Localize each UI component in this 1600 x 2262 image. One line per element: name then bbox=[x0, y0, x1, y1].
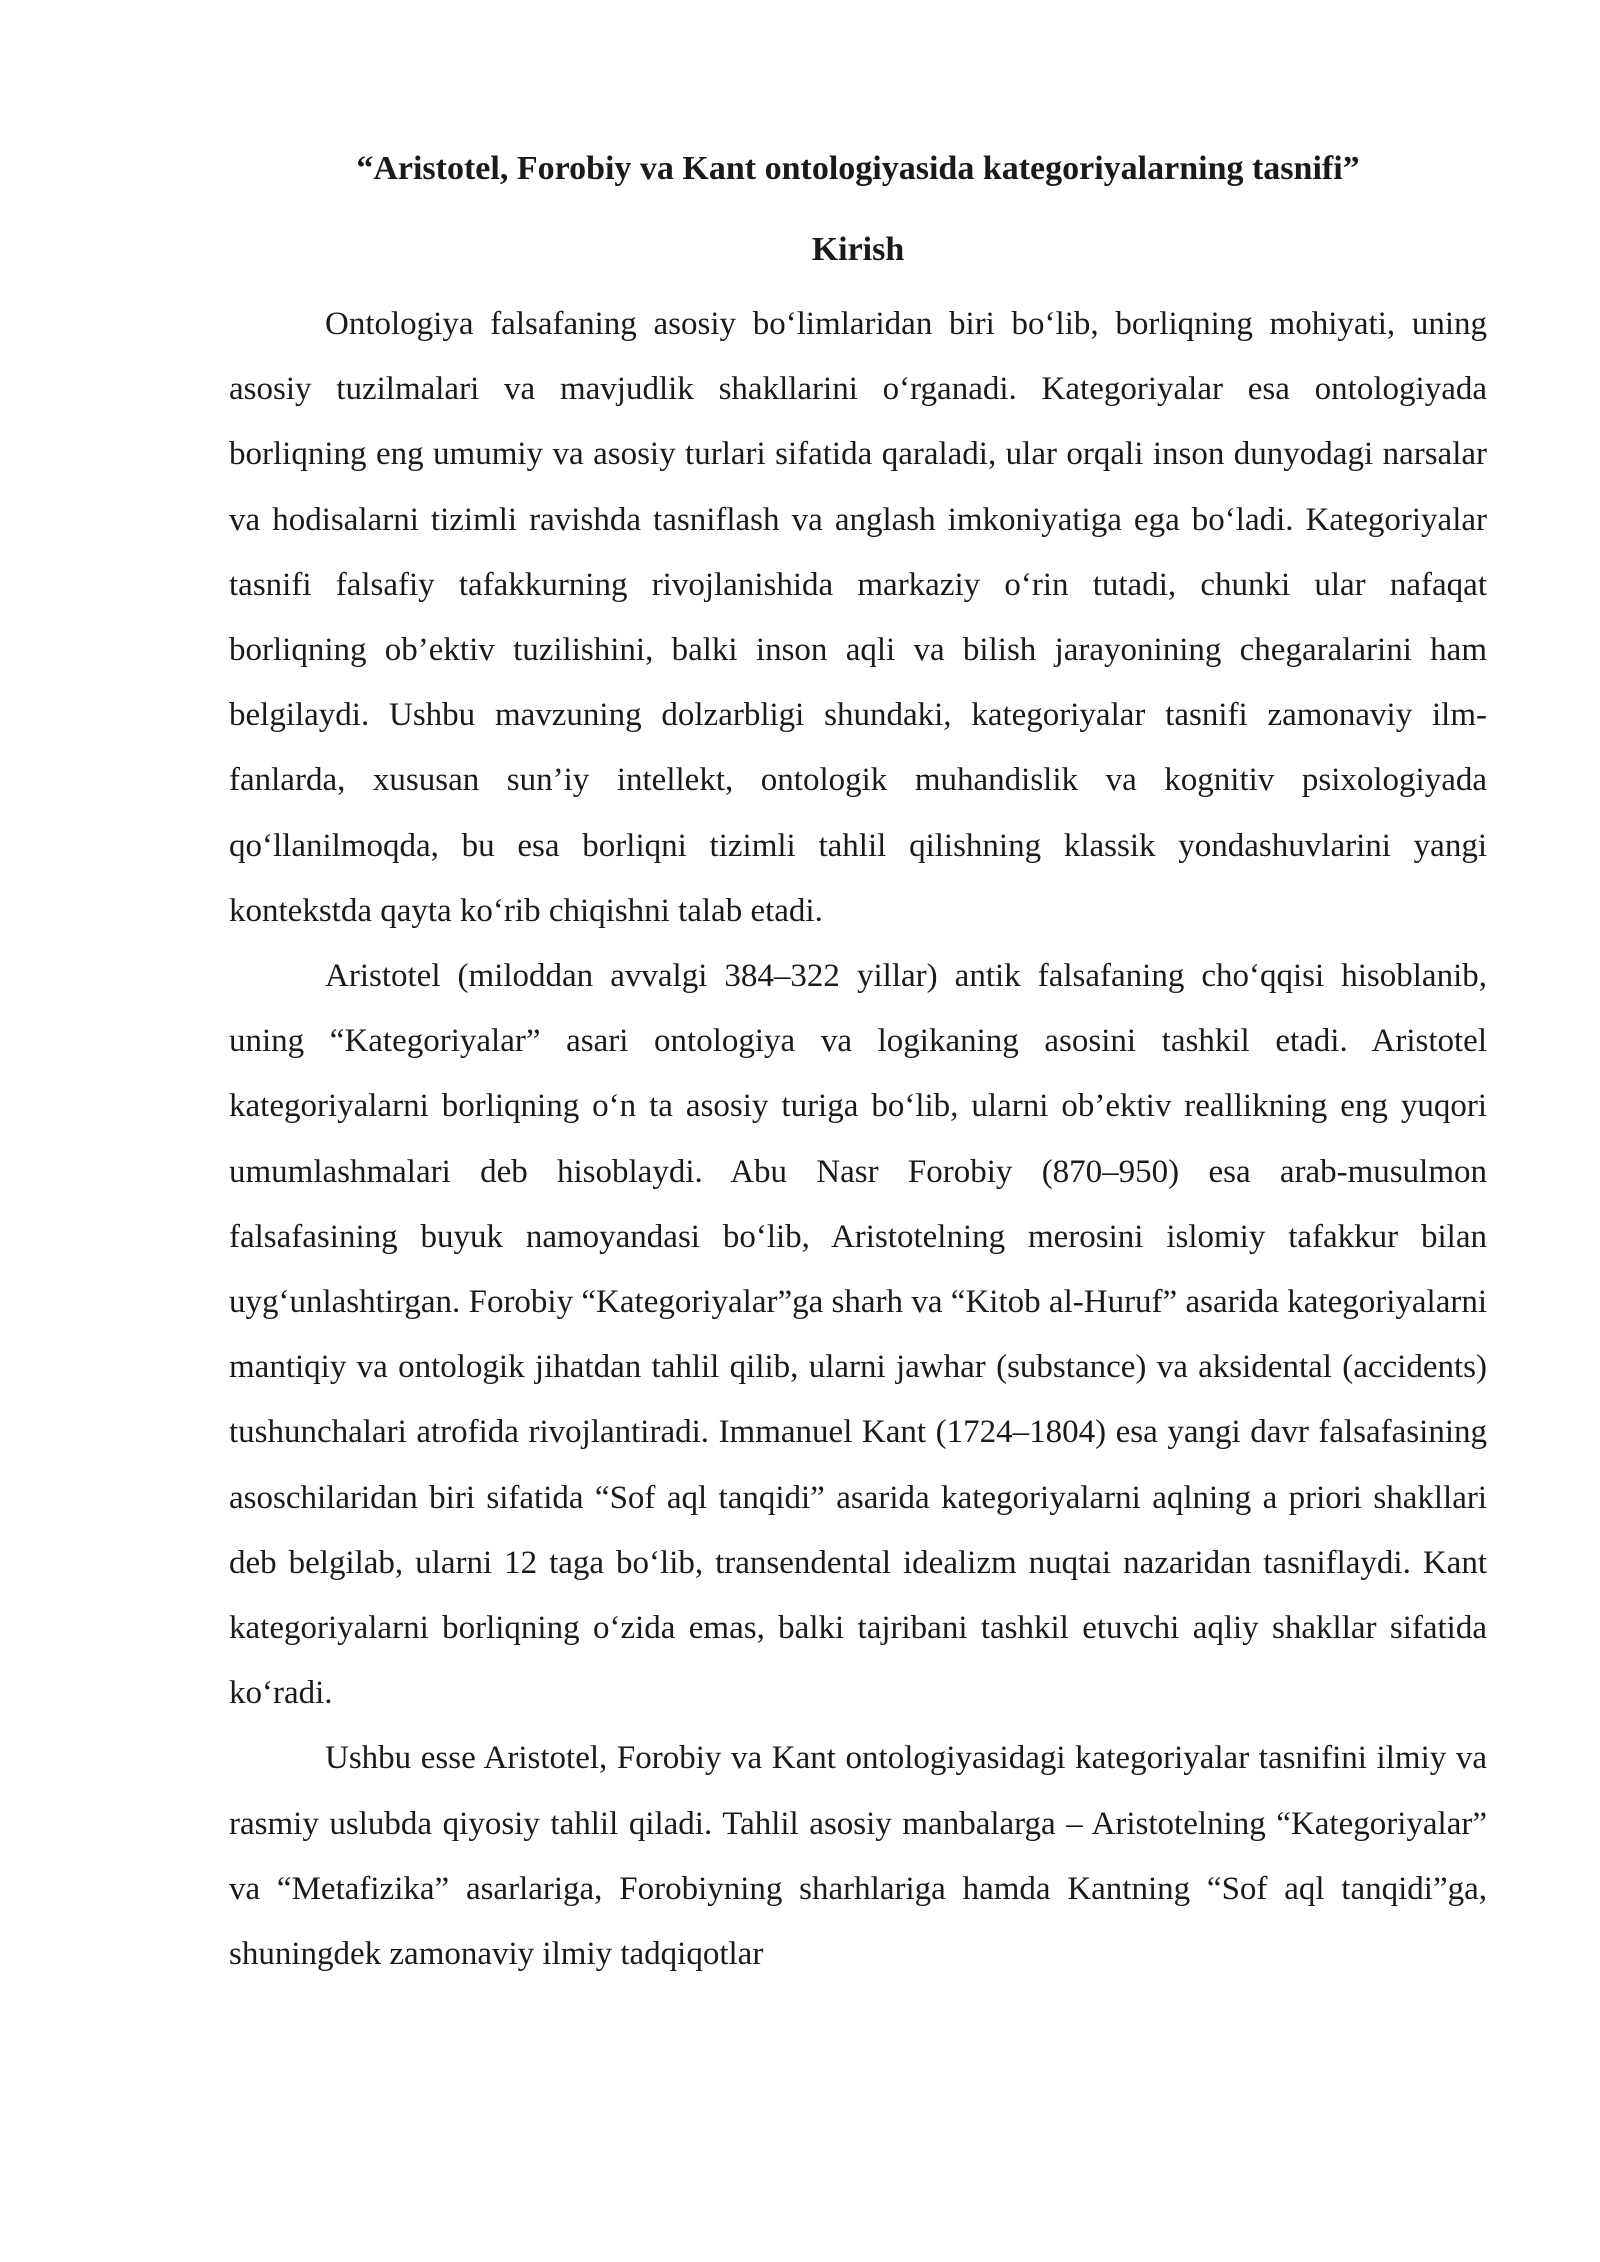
section-heading: Kirish bbox=[811, 231, 905, 268]
paragraph-introduction: Ontologiya falsafaning asosiy bo‘limlaridan biri bo‘lib, borliqning mohiyati, uning asosiy tuzilmalari va mavjudlik shakllarini o‘rganadi. Kategoriyalar esa ontologiyada borliqning eng umumiy va asosiy turlari sifatida qaraladi, ular orqali inson dunyodagi narsalar va hodisalarni tizimli ravishda tasniflash va anglash imkoniyatiga ega bo‘ladi. Kategoriyalar tasnifi falsafiy tafakkurning rivojlanishida markaziy o‘rin tutadi, chunki ular nafaqat borliqning ob’ektiv tuzilishini, balki inson aqli va bilish jarayonining chegaralarini ham belgilaydi. Ushbu mavzuning dolzarbligi shundaki, kategoriyalar tasnifi zamonaviy ilm-fanlarda, xususan sun’iy intellekt, ontologik muhandislik va kognitiv psixologiyada qo‘llanilmoqda, bu esa borliqni tizimli tahlil qilishning klassik yondashuvlarini yangi kontekstda qayta ko‘rib chiqishni talab etadi. bbox=[229, 306, 1487, 929]
paragraph-essay-scope: Ushbu esse Aristotel, Forobiy va Kant ontologiyasidagi kategoriyalar tasnifini ilmiy va rasmiy uslubda qiyosiy tahlil qiladi. Tahlil asosiy manbalarga – Aristotelning “Kategoriyalar” va “Metafizika” asarlariga, Forobiyning sharhlariga hamda Kantning “Sof aql tanqidi”ga, shuningdek zamonaviy ilmiy tadqiqotlar bbox=[229, 1740, 1487, 1973]
paragraph-philosophers: Aristotel (miloddan avvalgi 384–322 yillar) antik falsafaning cho‘qqisi hisoblanib, uning “Kategoriyalar” asari ontologiya va logikaning asosini tashkil etadi. Aristotel kategoriyalarni borliqning o‘n ta asosiy turiga bo‘lib, ularni ob’ektiv reallikning eng yuqori umumlashmalari deb hisoblaydi. Abu Nasr Forobiy (870–950) esa arab-musulmon falsafasining buyuk namoyandasi bo‘lib, Aristotelning merosini islomiy tafakkur bilan uyg‘unlashtirgan. Forobiy “Kategoriyalar”ga sharh va “Kitob al-Huruf” asarida kategoriyalarni mantiqiy va ontologik jihatdan tahlil qilib, ularni jawhar (substance) va aksidental (accidents) tushunchalari atrofida rivojlantiradi. Immanuel Kant (1724–1804) esa yangi davr falsafasining asoschilaridan biri sifatida “Sof aql tanqidi” asarida kategoriyalarni aqlning a priori shakllari deb belgilab, ularni 12 taga bo‘lib, transendental idealizm nuqtai nazaridan tasniflaydi. Kant kategoriyalarni borliqning o‘zida emas, balki tajribani tashkil etuvchi aqliy shakllar sifatida ko‘radi. bbox=[229, 958, 1487, 1712]
document-page bbox=[229, 145, 1487, 1987]
document-title: “Aristotel, Forobiy va Kant ontologiyasida kategoriyalarning tasnifi” bbox=[356, 150, 1360, 187]
